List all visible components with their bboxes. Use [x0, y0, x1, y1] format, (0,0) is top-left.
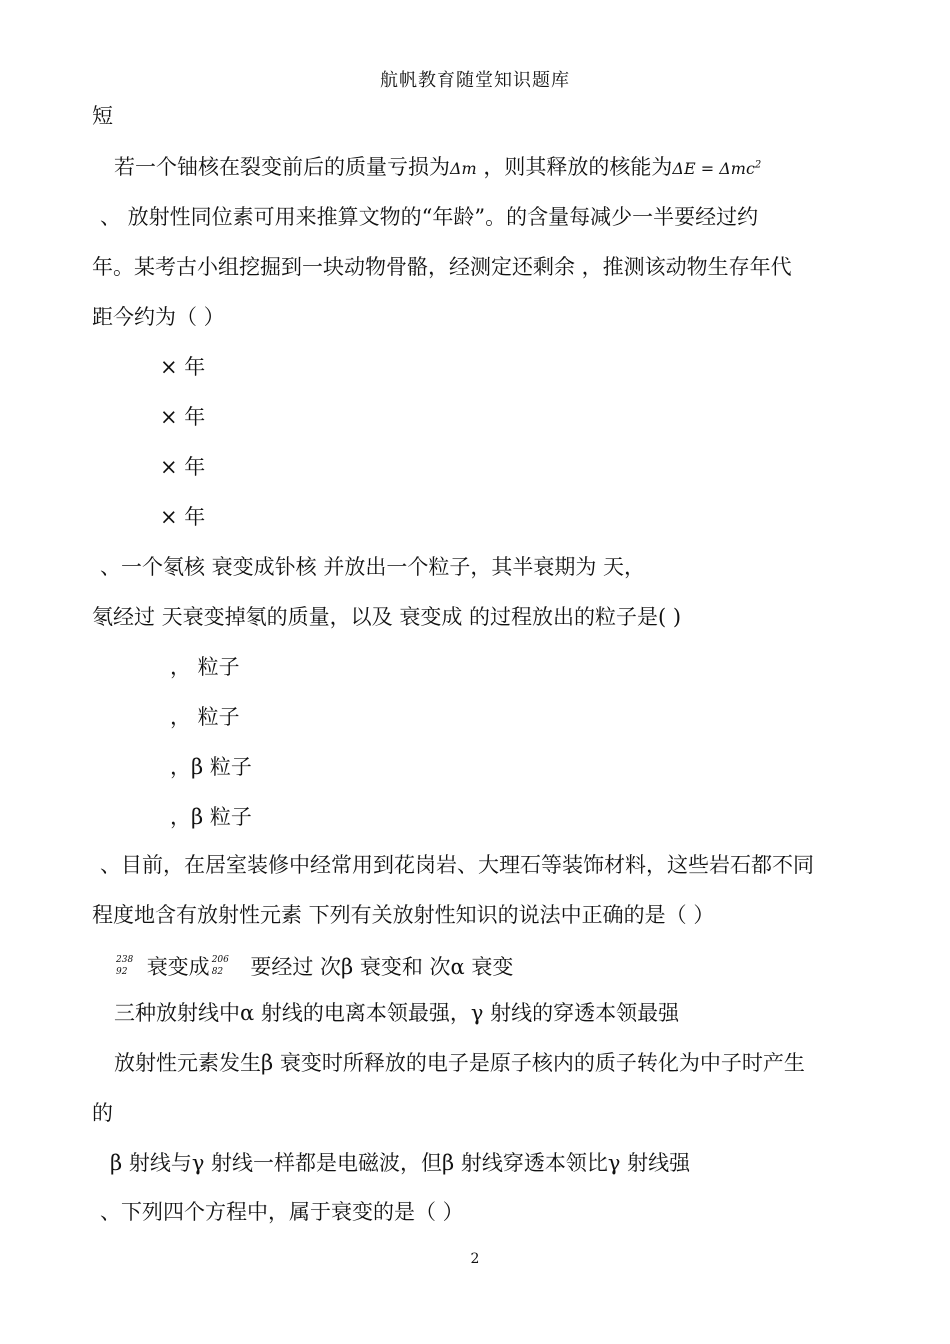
page-header-title: 航帆教育随堂知识题库 — [380, 70, 570, 91]
text-line-mass-defect — [114, 155, 761, 180]
question-1-option-c: × 年 — [160, 455, 206, 479]
question-1-line-3: 距今约为（ ） — [92, 305, 225, 329]
question-2-option-a: ， 粒子 — [170, 655, 240, 679]
question-2-line-2: 氡经过 天衰变掉氡的质量，以及 衰变成 的过程放出的粒子是( ) — [92, 605, 682, 629]
isotope-uranium-238 — [114, 954, 140, 981]
question-3-option-b: 三种放射线中α 射线的电离本领最强，γ 射线的穿透本领最强 — [114, 1001, 680, 1025]
text-line-short: 短 — [92, 104, 113, 128]
question-2-option-b: ， 粒子 — [170, 705, 240, 729]
mass-defect-text: 若一个铀核在裂变前后的质量亏损为 — [114, 155, 450, 179]
question-4-line-1: 、下列四个方程中，属于衰变的是（ ） — [100, 1200, 464, 1224]
decay-count-text: 要经过 次β 衰变和 次α 衰变 — [250, 955, 514, 979]
question-2-option-d: ，β 粒子 — [170, 805, 252, 829]
question-1-option-d: × 年 — [160, 505, 206, 529]
question-3-option-d: β 射线与γ 射线一样都是电磁波，但β 射线穿透本领比γ 射线强 — [110, 1151, 691, 1175]
question-2-option-c: ，β 粒子 — [170, 755, 252, 779]
energy-equation-exponent: 2 — [754, 159, 762, 171]
question-1-option-b: × 年 — [160, 405, 206, 429]
mass-defect-mid-text: ，则其释放的核能为 — [483, 155, 673, 179]
energy-equation-text: ΔE = Δmc — [672, 159, 755, 178]
question-1-line-2: 年。某考古小组挖掘到一块动物骨骼，经测定还剩余 ，推测该动物生存年代 — [92, 255, 792, 279]
isotope-mass-number: 206 — [211, 954, 229, 965]
question-3-option-c-line-2: 的 — [92, 1101, 113, 1125]
isotope-mass-number: 238 — [116, 954, 134, 965]
isotope-atomic-number: 92 — [116, 966, 128, 977]
question-3-line-2: 程度地含有放射性元素 下列有关放射性知识的说法中正确的是（ ） — [92, 903, 715, 927]
question-3-line-1: 、目前，在居室装修中经常用到花岗岩、大理石等装饰材料，这些岩石都不同 — [100, 853, 814, 877]
delta-m-symbol: Δm — [450, 159, 477, 178]
isotope-atomic-number: 82 — [211, 966, 224, 977]
question-3-option-a — [114, 955, 513, 981]
decay-into-text: 衰变成 — [146, 955, 210, 979]
energy-equation — [672, 159, 761, 178]
page-number: 2 — [470, 1251, 480, 1267]
question-3-option-c-line-1: 放射性元素发生β 衰变时所释放的电子是原子核内的质子转化为中子时产生 — [114, 1051, 805, 1075]
question-1-line-1: 、 放射性同位素可用来推算文物的“年龄”。的含量每减少一半要经过约 — [100, 205, 759, 229]
isotope-lead-206 — [210, 954, 236, 981]
question-2-line-1: 、一个氡核 衰变成钋核 并放出一个粒子，其半衰期为 天， — [100, 555, 646, 579]
question-1-option-a: × 年 — [160, 355, 206, 379]
